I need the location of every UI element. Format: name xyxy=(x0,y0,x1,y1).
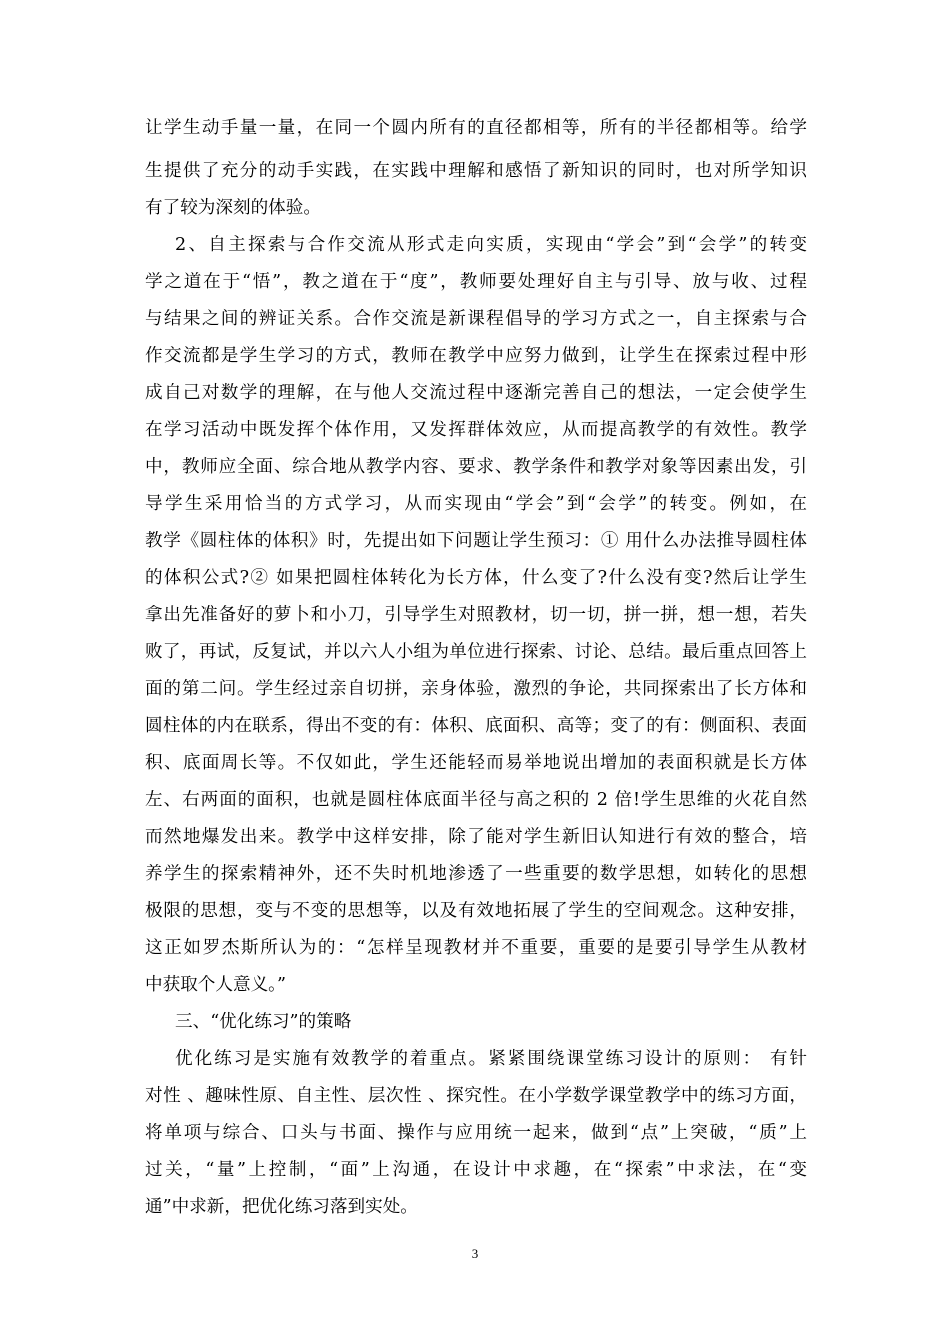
paragraph-line: 而然地爆发出来。教学中这样安排，除了能对学生新旧认知进行有效的整合，培 xyxy=(145,827,807,847)
paragraph-line: 中，教师应全面、综合地从教学内容、要求、教学条件和教学对象等因素出发，引 xyxy=(145,457,807,477)
paragraph-line: 与结果之间的辨证关系。合作交流是新课程倡导的学习方式之一，自主探索与合 xyxy=(145,309,807,329)
section-heading: 三、“优化练习”的策略 xyxy=(175,1012,352,1032)
paragraph-line: 在学习活动中既发挥个体作用，又发挥群体效应，从而提高教学的有效性。教学 xyxy=(145,420,807,440)
paragraph-line: 生提供了充分的动手实践，在实践中理解和感悟了新知识的同时，也对所学知识 xyxy=(145,161,807,181)
paragraph-line: 这正如罗杰斯所认为的：“怎样呈现教材并不重要，重要的是要引导学生从教材 xyxy=(145,938,807,958)
paragraph-line: 的体积公式?② 如果把圆柱体转化为长方体，什么变了?什么没有变?然后让学生 xyxy=(145,568,807,588)
paragraph-line: 对性 、趣味性原、自主性、层次性 、探究性。在小学数学课堂教学中的练习方面， xyxy=(145,1086,807,1106)
paragraph-line: 左、右两面的面积，也就是圆柱体底面半径与高之积的 2 倍!学生思维的火花自然 xyxy=(145,790,807,810)
page-number: 3 xyxy=(471,1246,479,1261)
paragraph-line: 面的第二问。学生经过亲自切拼，亲身体验，激烈的争论，共同探索出了长方体和 xyxy=(145,679,807,699)
paragraph-line: 中获取个人意义。” xyxy=(145,975,286,995)
paragraph-line: 败了，再试，反复试，并以六人小组为单位进行探索、讨论、总结。最后重点回答上 xyxy=(145,642,807,662)
paragraph-line: 作交流都是学生学习的方式，教师在教学中应努力做到，让学生在探索过程中形 xyxy=(145,346,807,366)
paragraph-line: 过关，“量”上控制，“面”上沟通，在设计中求趣，在“探索”中求法，在“变 xyxy=(145,1160,807,1180)
paragraph-line: 将单项与综合、口头与书面、操作与应用统一起来，做到“点”上突破，“质”上 xyxy=(145,1123,807,1143)
paragraph-line: 极限的思想，变与不变的思想等，以及有效地拓展了学生的空间观念。这种安排， xyxy=(145,901,807,921)
paragraph-line: 通”中求新，把优化练习落到实处。 xyxy=(145,1197,418,1217)
paragraph-line: 积、底面周长等。不仅如此，学生还能轻而易举地说出增加的表面积就是长方体 xyxy=(145,753,807,773)
paragraph-line: 养学生的探索精神外，还不失时机地渗透了一些重要的数学思想，如转化的思想 xyxy=(145,864,807,884)
paragraph-line: 学之道在于“悟”，教之道在于“度”，教师要处理好自主与引导、放与收、过程 xyxy=(145,272,807,292)
paragraph-line: 成自己对数学的理解，在与他人交流过程中逐渐完善自己的想法，一定会使学生 xyxy=(145,383,807,403)
paragraph-line: 教学《圆柱体的体积》时，先提出如下问题让学生预习：① 用什么办法推导圆柱体 xyxy=(145,531,807,551)
paragraph-line: 导学生采用恰当的方式学习，从而实现由“学会”到“会学”的转变。例如，在 xyxy=(145,494,807,514)
paragraph-line: 让学生动手量一量，在同一个圆内所有的直径都相等，所有的半径都相等。给学 xyxy=(145,118,807,138)
section-heading: 2、自主探索与合作交流从形式走向实质，实现由“学会”到“会学”的转变 xyxy=(175,235,807,255)
paragraph-line: 拿出先准备好的萝卜和小刀，引导学生对照教材，切一切，拼一拼，想一想，若失 xyxy=(145,605,807,625)
paragraph-line: 优化练习是实施有效教学的着重点。紧紧围绕课堂练习设计的原则： 有针 xyxy=(175,1049,807,1069)
paragraph-line: 有了较为深刻的体验。 xyxy=(145,198,321,218)
paragraph-line: 圆柱体的内在联系，得出不变的有：体积、底面积、高等；变了的有：侧面积、表面 xyxy=(145,716,807,736)
